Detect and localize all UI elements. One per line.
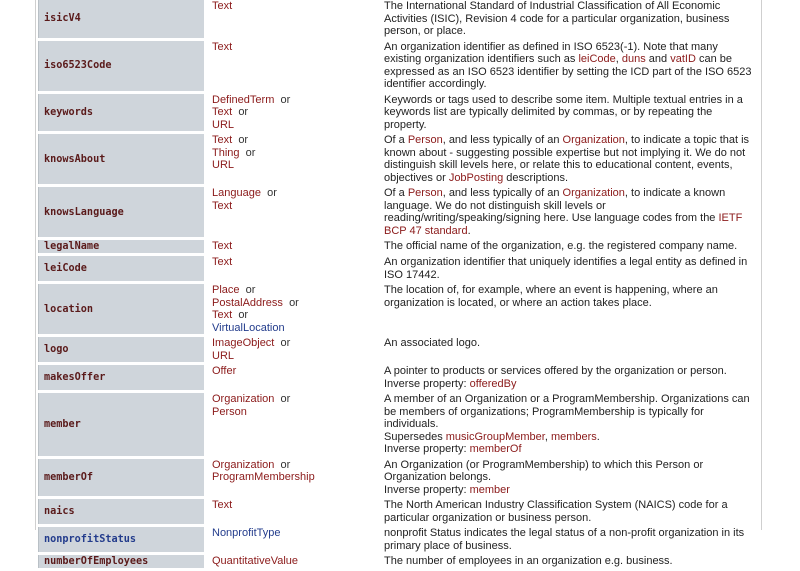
expected-type-link[interactable]: ProgramMembership <box>212 471 315 483</box>
property-name-link[interactable]: knowsLanguage <box>38 187 204 237</box>
expected-type-link[interactable]: Organization <box>212 393 275 405</box>
description-link[interactable]: musicGroupMember <box>445 430 545 443</box>
expected-type-line <box>212 471 384 484</box>
description-cell <box>384 41 760 91</box>
expected-type-cell <box>208 134 384 184</box>
description-link[interactable]: JobPosting <box>448 171 504 184</box>
description-cell <box>384 393 760 456</box>
expected-type-line <box>212 119 384 132</box>
description-cell <box>384 459 760 497</box>
expected-type-line <box>212 350 384 363</box>
property-name-link[interactable]: makesOffer <box>38 365 204 390</box>
expected-type-cell <box>208 240 384 253</box>
properties-table <box>38 0 760 571</box>
description-text: Of a <box>384 134 408 146</box>
expected-type-link[interactable]: Text <box>212 256 233 268</box>
expected-type-cell <box>208 187 384 237</box>
table-row <box>38 256 760 281</box>
expected-type-line <box>212 284 384 297</box>
description-text: Inverse property: <box>384 443 470 455</box>
expected-type-line <box>212 459 384 472</box>
expected-type-line <box>212 200 384 213</box>
expected-type-cell <box>208 337 384 362</box>
expected-type-cell <box>208 365 384 390</box>
description-text: The North American Industry Classification System (NAICS) code for a particular organization or business person. <box>384 499 728 524</box>
expected-type-line <box>212 106 384 119</box>
description-text: An Organization (or ProgramMembership) to which this Person or Organization belongs. <box>384 458 704 483</box>
description-text: nonprofit Status indicates the legal status of a non-profit organization in its primary place of business. <box>384 527 745 552</box>
page-left-rule <box>35 0 36 530</box>
type-or-separator: or <box>238 134 249 146</box>
table-row <box>38 134 760 184</box>
description-text: can be expressed as an ISO 6523 identifier by setting the ICD part of the ISO 6523 identifier accordingly. <box>384 53 752 90</box>
description-link[interactable]: Person <box>407 134 443 146</box>
type-or-separator: or <box>280 393 291 405</box>
expected-type-cell <box>208 555 384 568</box>
expected-type-link[interactable]: Thing <box>212 146 240 159</box>
description-text: descriptions. <box>503 171 569 184</box>
description-text: The location of, for example, where an event is happening, where an organization is located, or where an action takes place. <box>384 284 718 309</box>
properties-table-body <box>38 0 760 568</box>
expected-type-line <box>212 94 384 107</box>
expected-type-link[interactable]: DefinedTerm <box>212 93 275 106</box>
expected-type-line <box>212 256 384 269</box>
expected-type-link[interactable]: Text <box>212 106 233 118</box>
property-name-link[interactable]: naics <box>38 499 204 524</box>
description-text: An organization identifier that uniquely identifies a legal entity as defined in ISO 17442. <box>384 256 748 281</box>
expected-type-cell <box>208 41 384 91</box>
expected-type-cell <box>208 459 384 497</box>
property-name-link[interactable]: knowsAbout <box>38 134 204 184</box>
expected-type-link[interactable]: NonprofitType <box>212 527 281 539</box>
expected-type-link[interactable]: Text <box>212 240 233 252</box>
expected-type-link[interactable]: Place <box>212 284 240 296</box>
description-text: Inverse property: <box>384 483 470 496</box>
expected-type-link[interactable]: PostalAddress <box>212 296 283 309</box>
expected-type-link[interactable]: Text <box>212 40 233 53</box>
expected-type-line <box>212 499 384 512</box>
expected-type-cell <box>208 256 384 281</box>
expected-type-link[interactable]: Text <box>212 0 233 12</box>
expected-type-line <box>212 134 384 147</box>
description-cell <box>384 555 760 568</box>
table-row <box>38 555 760 568</box>
expected-type-line <box>212 365 384 378</box>
expected-type-link[interactable]: Organization <box>212 458 275 471</box>
property-name-link[interactable]: memberOf <box>38 459 204 497</box>
description-text: A member of an Organization or a ProgramMembership. Organizations can be members of organizations; ProgramMembership is typically for individuals. <box>384 393 750 430</box>
type-or-separator: or <box>267 187 277 199</box>
description-text: The number of employees in an organization e.g. business. <box>384 555 673 567</box>
description-cell <box>384 365 760 390</box>
description-text: , to indicate a topic that is known about - suggesting possible expertise but not implying it. We do not distinguish skill levels here, or relate this to educational content, events, objectives or <box>384 134 750 184</box>
description-cell <box>384 256 760 281</box>
expected-type-link[interactable]: Offer <box>212 365 237 377</box>
expected-type-cell <box>208 0 384 38</box>
expected-type-line <box>212 337 384 350</box>
type-or-separator: or <box>280 337 291 349</box>
description-link[interactable]: member <box>469 483 510 496</box>
expected-type-cell <box>208 393 384 456</box>
description-cell <box>384 240 760 253</box>
description-cell <box>384 134 760 184</box>
expected-type-line <box>212 0 384 13</box>
expected-type-line <box>212 147 384 160</box>
description-text: Inverse property: <box>384 377 470 390</box>
expected-type-line <box>212 41 384 54</box>
description-text: , <box>544 430 551 443</box>
type-or-separator: or <box>280 458 291 471</box>
table-row <box>38 240 760 253</box>
expected-type-link[interactable]: Text <box>212 199 233 212</box>
expected-type-link[interactable]: VirtualLocation <box>212 321 285 334</box>
description-link[interactable]: leiCode <box>578 53 616 65</box>
property-name-link[interactable]: logo <box>38 337 204 362</box>
table-row <box>38 187 760 237</box>
expected-type-link[interactable]: URL <box>212 159 235 171</box>
type-or-separator: or <box>245 284 256 296</box>
expected-type-line <box>212 187 384 200</box>
expected-type-line <box>212 322 384 335</box>
description-text: , and less typically of an <box>442 134 563 146</box>
table-row <box>38 459 760 497</box>
description-cell <box>384 94 760 132</box>
table-row <box>38 527 760 552</box>
expected-type-line <box>212 393 384 406</box>
description-cell <box>384 187 760 237</box>
description-link[interactable]: vatID <box>670 53 696 65</box>
description-text: , <box>615 53 622 65</box>
description-link[interactable]: memberOf <box>469 443 522 455</box>
expected-type-line <box>212 297 384 310</box>
description-text: and <box>645 53 671 65</box>
table-row <box>38 393 760 456</box>
expected-type-line <box>212 240 384 253</box>
description-link[interactable]: Organization <box>562 134 625 146</box>
property-name-link[interactable]: legalName <box>38 240 204 253</box>
expected-type-line <box>212 406 384 419</box>
description-text: A pointer to products or services offered by the organization or person. <box>384 365 727 377</box>
property-name-link[interactable]: keywords <box>38 94 204 132</box>
description-link[interactable]: Organization <box>562 187 625 199</box>
description-text: An associated logo. <box>384 337 481 349</box>
expected-type-link[interactable]: Person <box>212 405 247 418</box>
expected-type-link[interactable]: ImageObject <box>212 337 275 349</box>
description-link[interactable]: offeredBy <box>469 377 517 390</box>
property-name-link[interactable]: numberOfEmployees <box>38 555 204 568</box>
expected-type-cell <box>208 499 384 524</box>
expected-type-link[interactable]: QuantitativeValue <box>212 555 299 567</box>
property-name-link[interactable]: iso6523Code <box>38 41 204 91</box>
property-name-link[interactable]: nonprofitStatus <box>38 527 204 552</box>
table-row <box>38 365 760 390</box>
expected-type-cell <box>208 527 384 552</box>
description-cell <box>384 527 760 552</box>
description-text: , and less typically of an <box>442 187 563 199</box>
expected-type-link[interactable]: URL <box>212 118 235 131</box>
table-row <box>38 41 760 91</box>
table-row <box>38 337 760 362</box>
expected-type-cell <box>208 284 384 334</box>
description-cell <box>384 499 760 524</box>
expected-type-link[interactable]: URL <box>212 349 235 362</box>
expected-type-link[interactable]: Text <box>212 134 233 146</box>
description-text: Supersedes <box>384 430 446 443</box>
expected-type-link[interactable]: Language <box>212 187 261 199</box>
description-link[interactable]: duns <box>621 53 646 65</box>
type-or-separator: or <box>289 296 299 309</box>
expected-type-cell <box>208 94 384 132</box>
expected-type-link[interactable]: Text <box>212 309 233 321</box>
table-row <box>38 499 760 524</box>
table-row <box>38 94 760 132</box>
description-cell <box>384 0 760 38</box>
table-row <box>38 0 760 38</box>
description-link[interactable]: IETF BCP 47 standard <box>384 212 743 237</box>
description-link[interactable]: Person <box>407 187 443 199</box>
description-text: Of a <box>384 187 408 199</box>
property-name-link[interactable]: location <box>38 284 204 334</box>
description-text: . <box>596 430 600 443</box>
description-text: Keywords or tags used to describe some item. Multiple textual entries in a keywords list are typically delimited by commas, or by repeating the property. <box>384 93 743 131</box>
description-text: . <box>467 224 471 237</box>
expected-type-line <box>212 527 384 540</box>
expected-type-link[interactable]: Text <box>212 499 233 511</box>
property-name-link[interactable]: isicV4 <box>38 0 204 38</box>
description-link[interactable]: members <box>550 430 597 443</box>
page-right-rule <box>761 0 762 530</box>
type-or-separator: or <box>238 309 249 321</box>
description-text: An organization identifier as defined in ISO 6523(-1). Note that many existing organization identifiers such as <box>384 40 718 65</box>
description-cell <box>384 337 760 362</box>
description-text: The official name of the organization, e.g. the registered company name. <box>384 240 738 252</box>
property-name-link[interactable]: leiCode <box>38 256 204 281</box>
type-or-separator: or <box>280 93 291 106</box>
type-or-separator: or <box>238 106 249 118</box>
expected-type-line <box>212 555 384 568</box>
type-or-separator: or <box>245 146 256 159</box>
description-text: The International Standard of Industrial Classification of All Economic Activities (ISIC), Revision 4 code for a particular organization, business person, or place. <box>384 0 730 37</box>
description-cell <box>384 284 760 334</box>
description-text: , to indicate a known language. We do not distinguish skill levels or reading/writing/speaking/signing here. Use language codes from the <box>384 187 726 224</box>
expected-type-line <box>212 309 384 322</box>
table-row <box>38 284 760 334</box>
property-name-link[interactable]: member <box>38 393 204 456</box>
expected-type-line <box>212 159 384 172</box>
